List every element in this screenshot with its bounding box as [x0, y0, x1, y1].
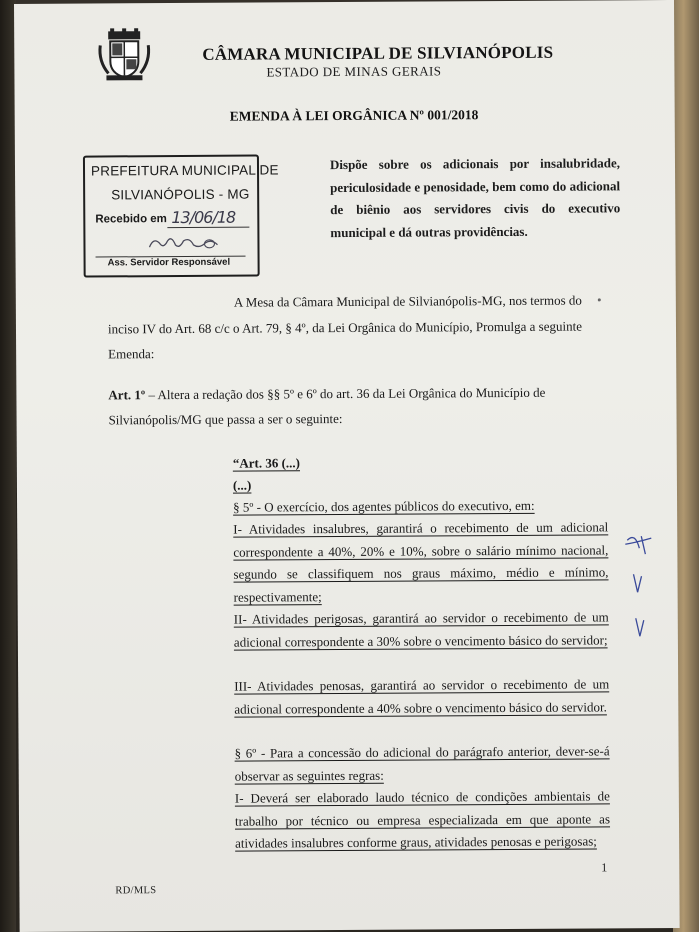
intro-line-2: inciso IV do Art. 68 c/c o Art. 79, § 4º, da Lei Orgânica do Município, Promulga a seguinte [107, 318, 583, 337]
handwritten-margin-marks [617, 530, 668, 650]
stamp-received-date: 13/06/18 [171, 207, 236, 228]
background-left [0, 0, 16, 932]
stamp-line-1: PREFEITURA MUNICIPAL DE [90, 162, 279, 179]
institution-title: CÂMARA MUNICIPAL DE SILVIANÓPOLIS [202, 42, 554, 64]
intro-line-1: A Mesa da Câmara Municipal de Silvianópolis-MG, nos termos do [233, 292, 582, 310]
institution-subtitle: ESTADO DE MINAS GERAIS [266, 63, 442, 80]
article-1-line-1 [108, 385, 545, 404]
footer-initials: RD/MLS [115, 885, 157, 897]
coat-of-arms-icon [96, 27, 152, 83]
ementa-summary: Dispõe sobre os adicionais por insalubridade, periculosidade e penosidade, bem como do adicional de biênio aos servidores civis do executivo municipal e dá outras providências. [329, 155, 621, 240]
paragraph-5: § 5º - O exercício, dos agentes públicos do executivo, em: [233, 497, 535, 515]
paragraph-5-item-i: I- Atividades insalubres, garantirá o recebimento de um adicional correspondente a 40%, 20% e 10%, sobre o salário mínimo nacional, segundo se classifiquem nos graus máximo, médio e mínimo, respectivamente; [233, 519, 609, 605]
quoted-ellipsis: (...) [232, 477, 252, 493]
document-page [14, 0, 680, 932]
paragraph-6: § 6º - Para a concessão do adicional do parágrafo anterior, dever-se-á observar as seguintes regras: [234, 743, 610, 784]
receipt-stamp [83, 155, 279, 278]
handwritten-signature [145, 233, 225, 253]
stamp-date-line [167, 227, 249, 229]
quoted-article-heading: “Art. 36 (...) [232, 455, 301, 471]
paragraph-5-item-ii: II- Atividades perigosas, garantirá ao servidor o recebimento de um adicional correspondente a 30% sobre o vencimento básico do servidor; [233, 609, 609, 650]
article-1-text-1: – Altera a redação dos §§ 5º e 6º do art. 36 da Lei Orgânica do Município de [145, 384, 546, 403]
stamp-signature-label: Ass. Servidor Responsável [107, 256, 231, 269]
paragraph-6-item-i: I- Deverá ser elaborado laudo técnico de condições ambientais de trabalho por técnico ou empresa especializada em que aponte as atividades insalubres conforme graus, atividades penosas e perigosas; [234, 788, 611, 851]
ink-dot [598, 298, 601, 301]
page-number: 1 [601, 860, 608, 875]
stamp-line-2: SILVIANÓPOLIS - MG [111, 186, 250, 203]
stamp-received-label: Recebido em [95, 213, 167, 226]
article-1-label: Art. 1º [108, 387, 146, 403]
document-title: EMENDA À LEI ORGÂNICA Nº 001/2018 [229, 107, 479, 124]
intro-line-3: Emenda: [108, 346, 155, 362]
article-1-line-2: Silvianópolis/MG que passa a ser o seguinte: [108, 411, 343, 428]
paragraph-5-item-iii: III- Atividades penosas, garantirá ao servidor o recebimento de um adicional correspondente a 40% sobre o vencimento básico do servidor. [234, 676, 610, 717]
